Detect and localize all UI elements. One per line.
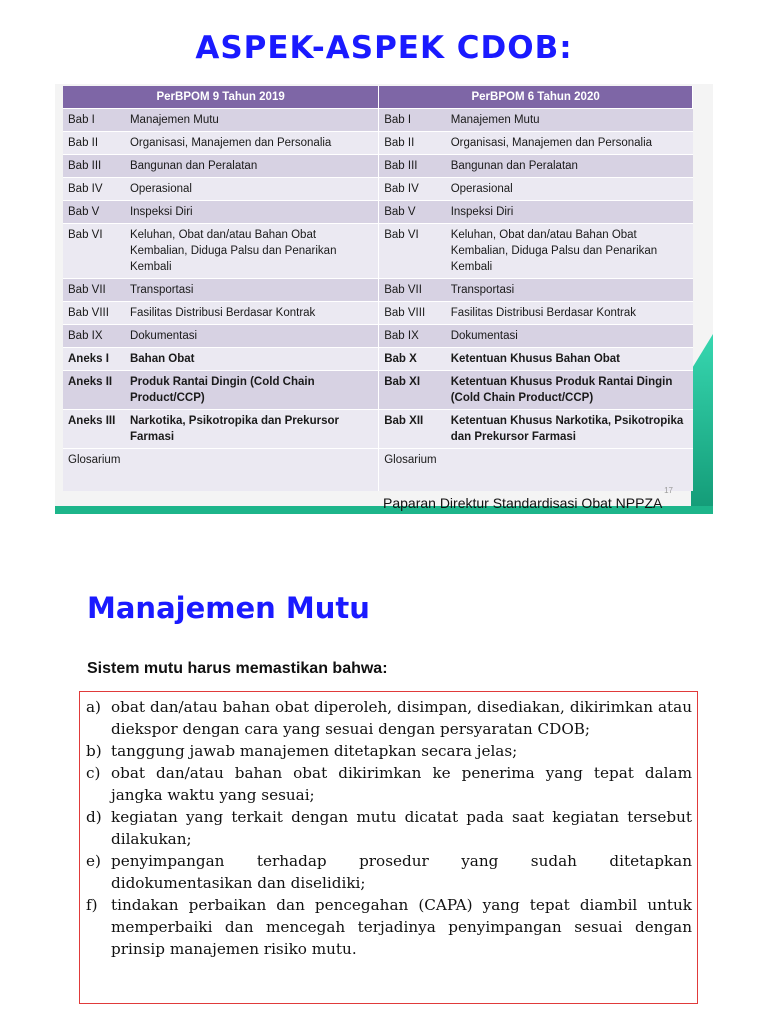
- table-row: [63, 224, 693, 279]
- table-header-2019: PerBPOM 9 Tahun 2019: [63, 86, 379, 109]
- section-title: Manajemen Mutu: [87, 591, 370, 625]
- cell-chapter-2019: Bab IV: [63, 178, 125, 201]
- table-row: [63, 325, 693, 348]
- cell-title-2020: Organisasi, Manajemen dan Personalia: [446, 132, 693, 155]
- cell-chapter-2019: Aneks II: [63, 371, 125, 410]
- cell-title-2019: Transportasi: [125, 279, 379, 302]
- list-item-letter: e): [86, 852, 101, 870]
- cell-title-2019: Manajemen Mutu: [125, 109, 379, 132]
- cell-title-2019: Organisasi, Manajemen dan Personalia: [125, 132, 379, 155]
- section-subtitle: Sistem mutu harus memastikan bahwa:: [87, 660, 388, 677]
- cell-title-2020: Operasional: [446, 178, 693, 201]
- cell-chapter-2020: Bab XI: [379, 371, 446, 410]
- cell-glosarium-2019: Glosarium: [63, 449, 379, 492]
- cell-title-2020: Ketentuan Khusus Produk Rantai Dingin (Cold Chain Product/CCP): [446, 371, 693, 410]
- cell-title-2019: Produk Rantai Dingin (Cold Chain Product/CCP): [125, 371, 379, 410]
- list-item: [86, 740, 692, 762]
- table-row: [63, 201, 693, 224]
- list-item: [86, 850, 692, 894]
- cell-chapter-2019: Bab III: [63, 155, 125, 178]
- cell-title-2020: Keluhan, Obat dan/atau Bahan Obat Kembalian, Diduga Palsu dan Penarikan Kembali: [446, 224, 693, 279]
- list-item-letter: f): [86, 896, 98, 914]
- list-item-text: obat dan/atau bahan obat dikirimkan ke penerima yang tepat dalam jangka waktu yang sesuai;: [111, 764, 692, 804]
- cell-title-2019: Inspeksi Diri: [125, 201, 379, 224]
- cell-title-2020: Inspeksi Diri: [446, 201, 693, 224]
- cell-title-2019: Keluhan, Obat dan/atau Bahan Obat Kembalian, Diduga Palsu dan Penarikan Kembali: [125, 224, 379, 279]
- cell-chapter-2019: Bab IX: [63, 325, 125, 348]
- cell-chapter-2019: Aneks III: [63, 410, 125, 449]
- table-row: [63, 371, 693, 410]
- cell-title-2019: Bangunan dan Peralatan: [125, 155, 379, 178]
- list-item-text: obat dan/atau bahan obat diperoleh, disimpan, disediakan, dikirimkan atau diekspor dengan cara yang sesuai dengan persyaratan CDOB;: [111, 698, 692, 738]
- cell-chapter-2019: Bab VI: [63, 224, 125, 279]
- cell-title-2019: Narkotika, Psikotropika dan Prekursor Farmasi: [125, 410, 379, 449]
- table-row: [63, 410, 693, 449]
- cell-chapter-2019: Bab V: [63, 201, 125, 224]
- cell-title-2020: Ketentuan Khusus Narkotika, Psikotropika dan Prekursor Farmasi: [446, 410, 693, 449]
- cell-chapter-2020: Bab II: [379, 132, 446, 155]
- cell-chapter-2020: Bab VIII: [379, 302, 446, 325]
- list-item: [86, 894, 692, 960]
- table-header-2020: PerBPOM 6 Tahun 2020: [379, 86, 693, 109]
- list-item-letter: d): [86, 808, 102, 826]
- table-row: [63, 302, 693, 325]
- slide-image: [55, 84, 713, 514]
- cell-chapter-2019: Aneks I: [63, 348, 125, 371]
- table-row-glosarium: [63, 449, 693, 492]
- table-row: [63, 279, 693, 302]
- cell-title-2019: Bahan Obat: [125, 348, 379, 371]
- list-item: [86, 762, 692, 806]
- table-row: [63, 155, 693, 178]
- list-item-text: kegiatan yang terkait dengan mutu dicatat pada saat kegiatan tersebut dilakukan;: [111, 808, 692, 848]
- cell-chapter-2020: Bab I: [379, 109, 446, 132]
- list-item-letter: b): [86, 742, 102, 760]
- cell-chapter-2020: Bab XII: [379, 410, 446, 449]
- cell-title-2019: Operasional: [125, 178, 379, 201]
- cell-title-2020: Manajemen Mutu: [446, 109, 693, 132]
- cell-chapter-2020: Bab IV: [379, 178, 446, 201]
- cell-title-2019: Dokumentasi: [125, 325, 379, 348]
- cell-title-2019: Fasilitas Distribusi Berdasar Kontrak: [125, 302, 379, 325]
- cell-chapter-2020: Bab X: [379, 348, 446, 371]
- green-accent-shape: [691, 334, 713, 514]
- cell-title-2020: Dokumentasi: [446, 325, 693, 348]
- cell-chapter-2019: Bab VII: [63, 279, 125, 302]
- table-row: [63, 348, 693, 371]
- cell-title-2020: Bangunan dan Peralatan: [446, 155, 693, 178]
- list-item-text: penyimpangan terhadap prosedur yang sudah ditetapkan didokumentasikan dan diselidiki;: [111, 852, 692, 892]
- cell-chapter-2020: Bab III: [379, 155, 446, 178]
- cell-chapter-2019: Bab II: [63, 132, 125, 155]
- table-header-row: [63, 86, 693, 109]
- cell-chapter-2020: Bab VII: [379, 279, 446, 302]
- cell-chapter-2020: Bab V: [379, 201, 446, 224]
- table-row: [63, 109, 693, 132]
- cell-title-2020: Transportasi: [446, 279, 693, 302]
- table-row: [63, 132, 693, 155]
- list-item-letter: c): [86, 764, 101, 782]
- cell-title-2020: Fasilitas Distribusi Berdasar Kontrak: [446, 302, 693, 325]
- list-item-text: tanggung jawab manajemen ditetapkan secara jelas;: [111, 742, 518, 760]
- cell-glosarium-2020: Glosarium: [379, 449, 693, 492]
- cell-title-2020: Ketentuan Khusus Bahan Obat: [446, 348, 693, 371]
- requirements-box: [79, 691, 698, 1004]
- comparison-table: [63, 86, 693, 491]
- list-item: [86, 696, 692, 740]
- cell-chapter-2019: Bab VIII: [63, 302, 125, 325]
- page-number: 17: [664, 486, 673, 495]
- cell-chapter-2020: Bab VI: [379, 224, 446, 279]
- slide-title: ASPEK-ASPEK CDOB:: [195, 30, 573, 66]
- cell-chapter-2020: Bab IX: [379, 325, 446, 348]
- list-item-text: tindakan perbaikan dan pencegahan (CAPA) yang tepat diambil untuk memperbaiki dan mencegah terjadinya penyimpangan sesuai dengan prinsip manajemen risiko mutu.: [111, 896, 692, 958]
- table-row: [63, 178, 693, 201]
- list-item: [86, 806, 692, 850]
- list-item-letter: a): [86, 698, 101, 716]
- cell-chapter-2019: Bab I: [63, 109, 125, 132]
- slide-caption: Paparan Direktur Standardisasi Obat NPPZA: [383, 495, 663, 511]
